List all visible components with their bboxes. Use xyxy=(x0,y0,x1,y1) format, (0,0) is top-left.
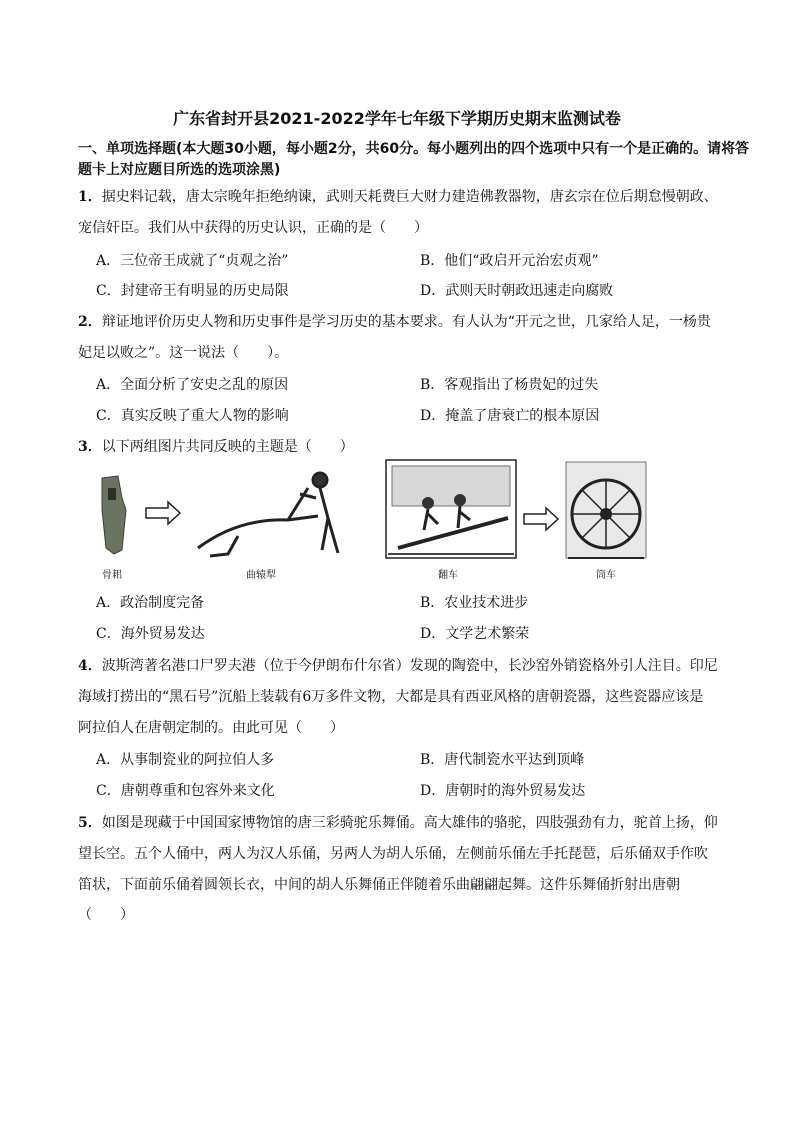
question-2-line-1: 2．辩证地评价历史人物和历史事件是学习历史的基本要求。有人认为“开元之世，几家给人足，一杨贵 xyxy=(78,314,711,330)
square-pallet-pump-image xyxy=(386,460,516,558)
caption-noria-wheel: 筒车 xyxy=(596,570,616,581)
q3-option-a: A．政治制度完备 xyxy=(96,595,205,611)
q1-option-d: D．武则天时朝政迅速走向腐败 xyxy=(420,283,614,299)
question-5-line-1: 5．如图是现藏于中国国家博物馆的唐三彩骑驼乐舞俑。高大雄伟的骆驼，四肢强劲有力，驼首上扬，仰 xyxy=(78,815,718,831)
question-1-line-2: 宠信奸臣。我们从中获得的历史认识，正确的是（ ） xyxy=(78,220,428,236)
question-3-line-1: 3．以下两组图片共同反映的主题是（ ） xyxy=(78,439,354,455)
q3-option-c: C．海外贸易发达 xyxy=(96,626,205,642)
question-4-line-2: 海域打捞出的“黑石号”沉船上装载有6万多件文物，大都是具有西亚风格的唐朝瓷器，这些瓷器应该是 xyxy=(78,689,704,705)
arrow-icon-1 xyxy=(146,502,180,524)
question-5-line-4: （ ） xyxy=(78,907,134,923)
q4-option-d: D．唐朝时的海外贸易发达 xyxy=(420,783,586,799)
farming-tools-figure xyxy=(88,458,648,583)
q2-option-d: D．掩盖了唐衰亡的根本原因 xyxy=(420,408,600,424)
question-1-line-1: 1．据史料记载，唐太宗晚年拒绝纳谏，武则天耗费巨大财力建造佛教器物，唐玄宗在位后期怠慢朝政、 xyxy=(78,189,718,205)
question-5-line-2: 望长空。五个人俑中，两人为汉人乐俑，另两人为胡人乐俑，左侧前乐俑左手托琵琶，后乐俑双手作吹 xyxy=(78,846,708,862)
exam-title: 广东省封开县2021-2022学年七年级下学期历史期末监测试卷 xyxy=(173,109,621,128)
caption-curved-plough: 曲辕犁 xyxy=(246,570,276,581)
q3-option-b: B．农业技术进步 xyxy=(420,595,529,611)
q1-option-b: B．他们“政启开元治宏贞观” xyxy=(420,253,599,269)
q4-option-a: A．从事制瓷业的阿拉伯人多 xyxy=(96,752,275,768)
q1-option-c: C．封建帝王有明显的历史局限 xyxy=(96,283,289,299)
bone-spade-image xyxy=(102,476,126,554)
noria-wheel-image xyxy=(566,462,646,558)
question-2-line-2: 妃足以败之”。这一说法（ ）。 xyxy=(78,345,289,361)
caption-square-pallet-pump: 翻车 xyxy=(438,570,458,581)
q3-option-d: D．文学艺术繁荣 xyxy=(420,626,530,642)
q4-option-c: C．唐朝尊重和包容外来文化 xyxy=(96,783,275,799)
question-4-line-3: 阿拉伯人在唐朝定制的。由此可见（ ） xyxy=(78,720,344,736)
q2-option-a: A．全面分析了安史之乱的原因 xyxy=(96,377,289,393)
q4-option-b: B．唐代制瓷水平达到顶峰 xyxy=(420,752,585,768)
question-5-line-3: 笛状，下面前乐俑着圆领长衣，中间的胡人乐舞俑正伴随着乐曲翩翩起舞。这件乐舞俑折射出唐朝 xyxy=(78,877,680,893)
section-heading: 一、单项选择题(本大题30小题，每小题2分，共60分。每小题列出的四个选项中只有一个是正确的。请将答题卡上对应题目所选的选项涂黑) xyxy=(78,141,750,178)
question-4-line-1: 4．波斯湾著名港口尸罗夫港（位于今伊朗布什尔省）发现的陶瓷中，长沙窑外销瓷格外引人注目。印尼 xyxy=(78,658,718,674)
figure-drawings xyxy=(88,458,648,583)
q2-option-b: B．客观指出了杨贵妃的过失 xyxy=(420,377,599,393)
curved-plough-image xyxy=(198,473,338,556)
q1-option-a: A．三位帝王成就了“贞观之治” xyxy=(96,253,289,269)
caption-bone-spade: 骨耜 xyxy=(102,570,122,581)
q2-option-c: C．真实反映了重大人物的影响 xyxy=(96,408,289,424)
arrow-icon-2 xyxy=(524,508,558,530)
